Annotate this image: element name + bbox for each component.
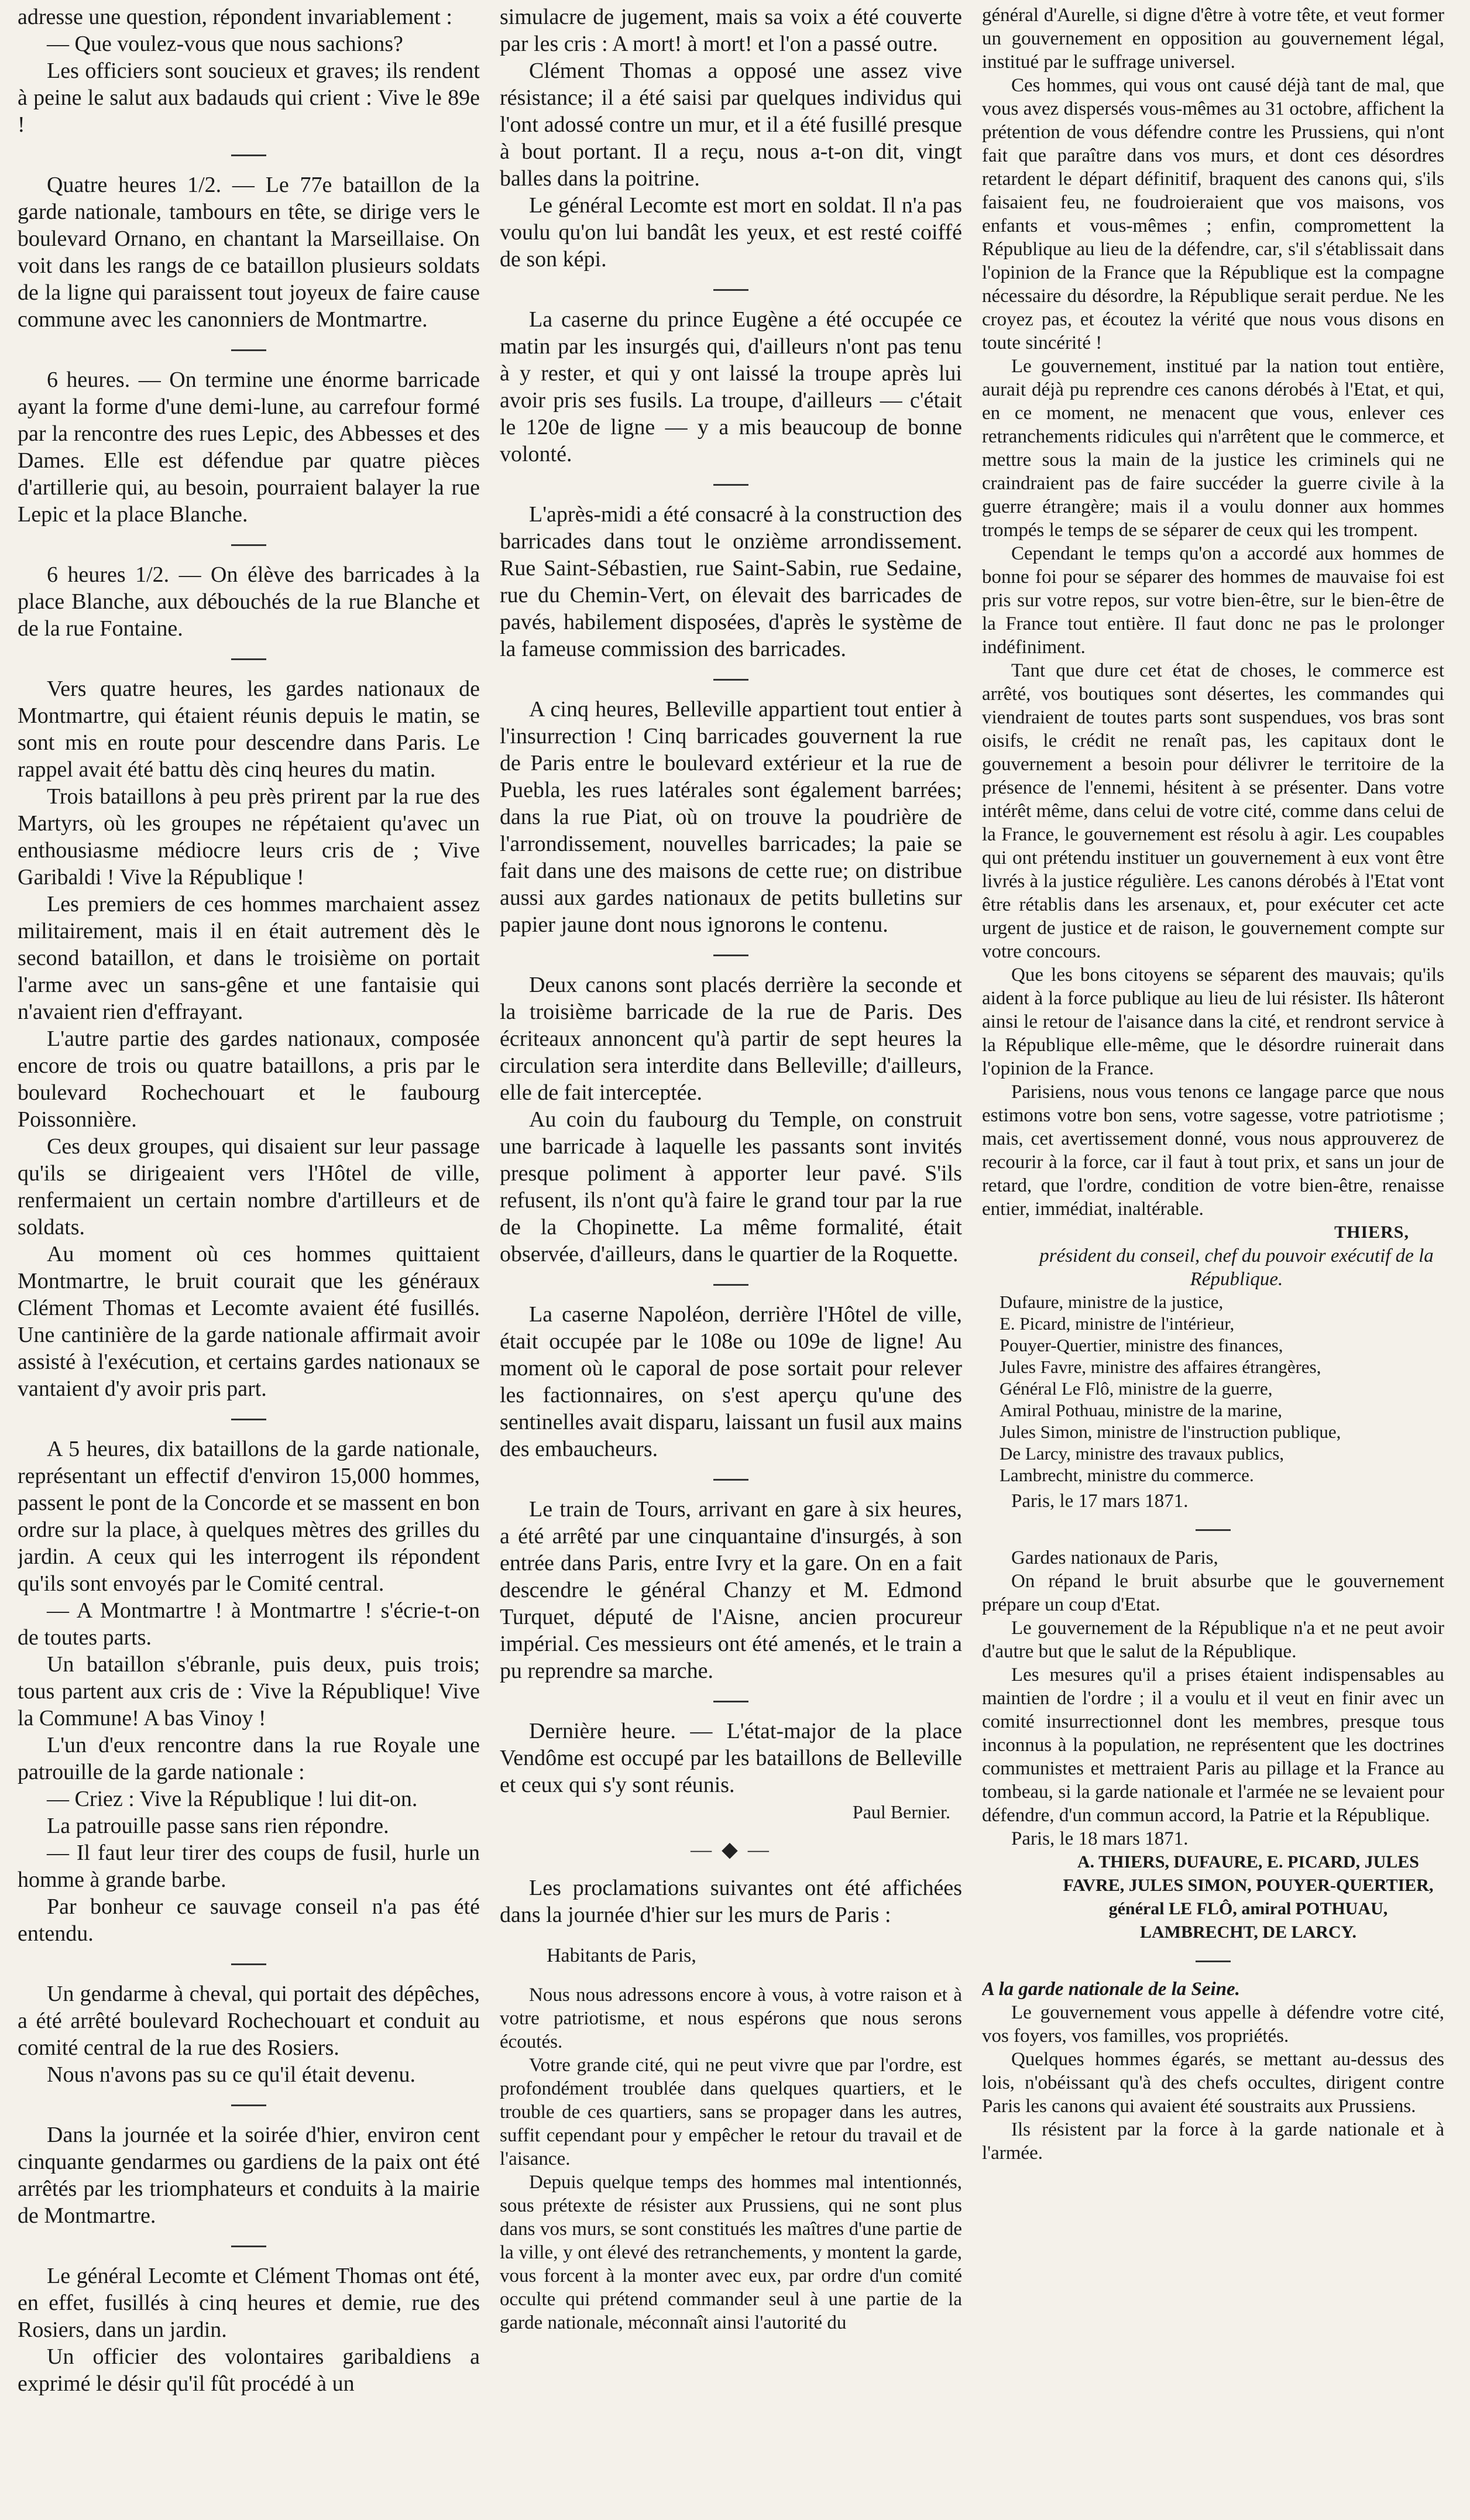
paragraph: Deux canons sont placés derrière la seconde et la troisième barricade de la rue de Paris. Des écriteaux annoncent qu'à partir de sept heures la circulation sera interdite dans Belleville; d'ailleurs, elle de fait interceptée. <box>500 973 962 1105</box>
separator <box>713 955 748 956</box>
separator <box>231 349 266 351</box>
minister-line: Jules Simon, ministre de l'instruction publique, <box>1000 1422 1341 1442</box>
paragraph: Quatre heures 1/2. — Le 77e bataillon de la garde nationale, tambours en tête, se dirige vers le boulevard Ornano, en chantant la Marseillaise. On voit dans les rangs de ce bataillon plusieurs soldats de la ligne qui paraissent tout joyeux de faire cause commune avec les canonniers de Montmartre. <box>18 173 480 332</box>
paragraph: Parisiens, nous vous tenons ce langage parce que nous estimons votre bon sens, votre sagesse, votre patriotisme ; mais, cet avertissement donné, vous nous approuverez de recourir à la force, car il faut à tout prix, et sans un jour de retard, que l'ordre, condition de votre bien-être, renaisse entier, immédiat, inaltérable. <box>982 1082 1444 1220</box>
paragraph: Le général Lecomte et Clément Thomas ont été, en effet, fusillés à cinq heures et demie, rue des Rosiers, dans un jardin. <box>18 2264 480 2342</box>
proclamation-heading: A la garde nationale de la Seine. <box>982 1979 1240 2000</box>
separator <box>713 679 748 681</box>
separator <box>231 658 266 660</box>
minister-line: Dufaure, ministre de la justice, <box>1000 1292 1224 1312</box>
paragraph: — Que voulez-vous que nous sachions? <box>47 32 403 56</box>
paragraph: Le gouvernement de la République n'a et ne peut avoir d'autre but que le salut de la République. <box>982 1618 1444 1662</box>
paragraph: Ces hommes, qui vous ont causé déjà tant de mal, que vous avez dispersés vous-mêmes au 31 octobre, affichent la prétention de vous défendre contre les Prussiens, qui n'ont fait que paraître dans vos murs, et dont ces désordres retardent le départ définitif, braquent des canons qui, s'ils faisaient feu, ne foudroieraient que vos maisons, vos enfants et vous-mêmes ; enfin, compromettent la République au lieu de la défendre, car, s'il s'établissait dans l'opinion de la France que la République est la compagne nécessaire du désordre, la République serait perdue. Ne les croyez pas, et écoutez la vérité que nous vous disons en toute sincérité ! <box>982 75 1444 353</box>
paragraph: Le gouvernement vous appelle à défendre votre cité, vos foyers, vos familles, vos propriétés. <box>982 2002 1444 2047</box>
paragraph: L'un d'eux rencontre dans la rue Royale une patrouille de la garde nationale : <box>18 1733 480 1784</box>
paragraph: — A Montmartre ! à Montmartre ! s'écrie-t-on de toutes parts. <box>18 1598 480 1650</box>
paragraph: Nous nous adressons encore à vous, à votre raison et à votre patriotisme, et nous espérons que nous serons écoutés. <box>500 1985 962 2052</box>
paragraph: A cinq heures, Belleville appartient tout entier à l'insurrection ! Cinq barricades gouvernent la rue de Paris entre le boulevard extérieur et la rue de Puebla, les rues latérales sont également barrées; dans la rue Piat, où on trouve la poudrière de l'arrondissement, nouvelles barricades; la paie se fait dans une des maisons de cette rue; on distribue aussi aux gardes nationaux de petits bulletins sur papier jaune dont nous ignorons le contenu. <box>500 697 962 937</box>
paragraph: Nous n'avons pas su ce qu'il était devenu. <box>47 2062 416 2087</box>
paragraph: Un gendarme à cheval, qui portait des dépêches, a été arrêté boulevard Rochechouart et conduit au comité central de la rue des Rosiers. <box>18 1982 480 2060</box>
paragraph: Dans la journée et la soirée d'hier, environ cent cinquante gendarmes ou gardiens de la paix ont été arrêtés par les triomphateurs et conduits à la mairie de Montmartre. <box>18 2123 480 2228</box>
separator <box>231 155 266 156</box>
paragraph: La caserne Napoléon, derrière l'Hôtel de ville, était occupée par le 108e ou 109e de ligne! Au moment où le caporal de pose sortait pour relever les factionnaires, on s'est aperçu qu'une des sentinelles avait disparu, laissant un fusil aux mains des embaucheurs. <box>500 1302 962 1461</box>
paragraph: 6 heures 1/2. — On élève des barricades à la place Blanche, aux débouchés de la rue Blanche et de la rue Fontaine. <box>18 562 480 641</box>
paragraph: Ils résistent par la force à la garde nationale et à l'armée. <box>982 2119 1444 2164</box>
paragraph: La patrouille passe sans rien répondre. <box>47 1814 389 1838</box>
paragraph: Vers quatre heures, les gardes nationaux de Montmartre, qui étaient réunis depuis le matin, se sont mis en route pour descendre dans Paris. Le rappel avait été battu dès cinq heures du matin. <box>18 677 480 782</box>
date-line: Paris, le 18 mars 1871. <box>1011 1828 1189 1849</box>
paragraph: Les officiers sont soucieux et graves; ils rendent à peine le salut aux badauds qui crient : Vive le 89e ! <box>18 59 480 137</box>
separator <box>231 1419 266 1420</box>
paragraph: L'autre partie des gardes nationaux, composée encore de trois ou quatre bataillons, a pris par le boulevard Rochechouart et le faubourg Poissonnière. <box>18 1026 480 1132</box>
separator <box>713 1479 748 1481</box>
paragraph: Cependant le temps qu'on a accordé aux hommes de bonne foi pour se séparer des hommes de mauvaise foi est pris sur votre repos, sur votre bien-être, sur le bien-être de la France tout entière. Il faut donc ne pas le prolonger indéfiniment. <box>982 543 1444 658</box>
paragraph: Un bataillon s'ébranle, puis deux, puis trois; tous partent aux cris de : Vive la République! Vive la Commune! A bas Vinoy ! <box>18 1652 480 1731</box>
paragraph: Le général Lecomte est mort en soldat. Il n'a pas voulu qu'on lui bandât les yeux, et est resté coiffé de son képi. <box>500 193 962 272</box>
proclamation-heading: Gardes nationaux de Paris, <box>1011 1547 1218 1568</box>
paragraph: Les premiers de ces hommes marchaient assez militairement, mais il en était autrement dès le second bataillon, et dans le troisième on portait l'arme avec un sans-gêne et une fantaisie qui n'avaient rien d'effrayant. <box>18 892 480 1024</box>
minister-line: Lambrecht, ministre du commerce. <box>1000 1465 1254 1485</box>
date-line: Paris, le 17 mars 1871. <box>1011 1491 1189 1512</box>
paragraph: Au moment où ces hommes quittaient Montmartre, le bruit courait que les généraux Clément Thomas et Lecomte avaient été fusillés. Une cantinière de la garde nationale affirmait avoir assisté à l'exécution, et certains gardes nationaux se vantaient d'y avoir pris part. <box>18 1242 480 1401</box>
author-signature: Paul Bernier. <box>852 1801 950 1822</box>
paragraph: Que les bons citoyens se séparent des mauvais; qu'ils aident à la force publique au lieu de lui résister. Ils hâteront ainsi le retour de l'aisance dans la cité, et rendront service à la République elle-même, que le désordre ruinerait dans l'opinion de la France. <box>982 964 1444 1079</box>
separator <box>231 1963 266 1965</box>
paragraph: Dernière heure. — L'état-major de la place Vendôme est occupé par les bataillons de Belleville et ceux qui s'y sont réunis. <box>500 1719 962 1797</box>
proclamation-heading: Habitants de Paris, <box>547 1945 696 1966</box>
paragraph: Le gouvernement, institué par la nation tout entière, aurait déjà pu reprendre ces canons dérobés à l'Etat, et qui, en ce moment, ne menacent que vous, enlever ces retranchements ridicules qui n'arrêtent que le commerce, et mettre sous la main de la justice les criminels qui ne craindraient pas de faire succéder la guerre civile à la guerre étrangère; mais il a voulu donner aux hommes trompés le temps de se séparer de ceux qui les trompent. <box>982 356 1444 541</box>
paragraph: simulacre de jugement, mais sa voix a été couverte par les cris : A mort! à mort! et l'on a passé outre. <box>500 5 962 56</box>
separator <box>1196 1961 1231 1962</box>
separator <box>231 2104 266 2106</box>
minister-line: Général Le Flô, ministre de la guerre, <box>1000 1378 1273 1399</box>
column-right <box>982 4 1444 2508</box>
separator <box>231 544 266 546</box>
minister-line: E. Picard, ministre de l'intérieur, <box>1000 1313 1235 1334</box>
signer-name: THIERS, <box>1334 1223 1409 1242</box>
paragraph: Trois bataillons à peu près prirent par la rue des Martyrs, où les groupes ne répétaient qu'avec un enthousiasme médiocre leurs cris de ; Vive Garibaldi ! Vive la République ! <box>18 784 480 890</box>
paragraph: adresse une question, répondent invariablement : <box>18 5 452 29</box>
paragraph: L'après-midi a été consacré à la construction des barricades dans tout le onzième arrondissement. Rue Saint-Sébastien, rue Saint-Sabin, rue Sedaine, rue du Chemin-Vert, on élevait des barricades de pavés, habilement disposées, d'après le système de la fameuse commission des barricades. <box>500 502 962 661</box>
paragraph: Clément Thomas a opposé une assez vive résistance; il a été saisi par quelques individus qui l'ont adossé contre un mur, et il a été fusillé presque à bout portant. Il a reçu, nous a-t-on dit, vingt balles dans la poitrine. <box>500 59 962 191</box>
paragraph: Les proclamations suivantes ont été affichées dans la journée d'hier sur les murs de Paris : <box>500 1876 962 1927</box>
signer-title: président du conseil, chef du pouvoir exécutif de la République. <box>1039 1245 1434 1290</box>
ministers-list <box>982 1291 1444 1486</box>
paragraph: Par bonheur ce sauvage conseil n'a pas été entendu. <box>18 1894 480 1946</box>
minister-line: De Larcy, ministre des travaux publics, <box>1000 1443 1284 1464</box>
signatories: A. THIERS, DUFAURE, E. PICARD, JULES FAVRE, JULES SIMON, POUYER-QUERTIER, général LE FLÔ, amiral POTHUAU, LAMBRECHT, DE LARCY. <box>1063 1852 1434 1942</box>
minister-line: Jules Favre, ministre des affaires étrangères, <box>1000 1357 1321 1377</box>
minister-line: Amiral Pothuau, ministre de la marine, <box>1000 1400 1282 1420</box>
minister-line: Pouyer-Quertier, ministre des finances, <box>1000 1335 1283 1355</box>
paragraph: Votre grande cité, qui ne peut vivre que par l'ordre, est profondément troublée dans quelques quartiers, et le trouble de ces quartiers, sans se propager dans les autres, suffit cependant pour y empêcher le retour du travail et de l'aisance. <box>500 2055 962 2169</box>
paragraph: Ces deux groupes, qui disaient sur leur passage qu'ils se dirigeaient vers l'Hôtel de ville, renfermaient un certain nombre d'artilleurs et de soldats. <box>18 1134 480 1240</box>
paragraph: Depuis quelque temps des hommes mal intentionnés, sous prétexte de résister aux Prussiens, qui ne sont plus dans vos murs, se sont constitués les maîtres d'une partie de la ville, y ont élevé des retranchements, y montent la garde, vous forcent à la monter avec eux, par ordre d'un comité occulte qui prétend commander seul à une partie de la garde nationale, méconnaît ainsi l'autorité du <box>500 2172 962 2333</box>
column-left <box>18 4 480 2508</box>
paragraph: — Criez : Vive la République ! lui dit-on. <box>47 1787 418 1811</box>
paragraph: général d'Aurelle, si digne d'être à votre tête, et veut former un gouvernement en opposition au gouvernement légal, institué par le suffrage universel. <box>982 5 1444 73</box>
paragraph: — Il faut leur tirer des coups de fusil, hurle un homme à grande barbe. <box>18 1841 480 1892</box>
paragraph: 6 heures. — On termine une énorme barricade ayant la forme d'une demi-lune, au carrefour formé par la rencontre des rues Lepic, des Abbesses et des Dames. Elle est défendue par quatre pièces d'artillerie qui, au besoin, pourraient balayer la rue Lepic et la place Blanche. <box>18 368 480 527</box>
ornament-divider: — ◆ — <box>691 1838 771 1861</box>
separator <box>713 289 748 291</box>
paragraph: Un officier des volontaires garibaldiens a exprimé le désir qu'il fût procédé à un <box>18 2344 480 2396</box>
paragraph: Au coin du faubourg du Temple, on construit une barricade à laquelle les passants sont invités presque poliment à apporter leur pavé. S'ils refusent, ils n'ont qu'à faire le grand tour par la rue de la Chopinette. La même formalité, était observée, d'ailleurs, dans le quartier de la Roquette. <box>500 1107 962 1266</box>
paragraph: Tant que dure cet état de choses, le commerce est arrêté, vos boutiques sont désertes, les commandes qui viendraient de toutes parts sont suspendues, vos bras sont oisifs, le crédit ne renaît pas, les capitaux dont le gouvernement a besoin pour délivrer le territoire de la présence de l'ennemi, hésitent à se présenter. Dans votre intérêt même, dans celui de votre cité, comme dans celui de la France, le gouvernement est résolu à agir. Les coupables qui ont prétendu instituer un gouvernement à eux vont être livrés à la justice régulière. Les canons dérobés à l'Etat vont être rétablis dans les arsenaux, et, pour exécuter cet acte urgent de justice et de raison, le gouvernement compte sur votre concours. <box>982 660 1444 962</box>
paragraph: Quelques hommes égarés, se mettant au-dessus des lois, n'obéissant qu'à des chefs occultes, dirigent contre Paris les canons qui avaient été soustraits aux Prussiens. <box>982 2049 1444 2117</box>
paragraph: A 5 heures, dix bataillons de la garde nationale, représentant un effectif d'environ 15,000 hommes, passent le pont de la Concorde et se massent en bon ordre sur la place, à quelques mètres des grilles du jardin. A ceux qui les interrogent ils répondent qu'ils sont envoyés par le Comité central. <box>18 1437 480 1596</box>
separator <box>713 484 748 486</box>
separator <box>713 1284 748 1286</box>
column-middle <box>500 4 962 2508</box>
separator <box>713 1701 748 1702</box>
separator <box>1196 1529 1231 1531</box>
paragraph: Les mesures qu'il a prises étaient indispensables au maintien de l'ordre ; il a voulu et il veut en finir avec un comité insurrectionnel dont les membres, presque tous inconnus à la population, ne représentent que les doctrines communistes et mettraient Paris au pillage et la France au tombeau, si la garde nationale et l'armée ne se levaient pour défendre, d'un commun accord, la Patrie et la République. <box>982 1664 1444 1826</box>
paragraph: La caserne du prince Eugène a été occupée ce matin par les insurgés qui, d'ailleurs n'ont pas tenu à y rester, et qui y ont laissé la troupe après lui avoir pris ses fusils. La troupe, d'ailleurs — c'était le 120e de ligne — y a mis beaucoup de bonne volonté. <box>500 307 962 466</box>
separator <box>231 2246 266 2247</box>
paragraph: Le train de Tours, arrivant en gare à six heures, a été arrêté par une cinquantaine d'insurgés, à son entrée dans Paris, entre Ivry et la gare. On en a fait descendre le général Chanzy et M. Edmond Turquet, député de l'Aisne, ancien procureur impérial. Ces messieurs ont été amenés, et le train a pu reprendre sa marche. <box>500 1497 962 1683</box>
paragraph: On répand le bruit absurbe que le gouvernement prépare un coup d'Etat. <box>982 1571 1444 1615</box>
